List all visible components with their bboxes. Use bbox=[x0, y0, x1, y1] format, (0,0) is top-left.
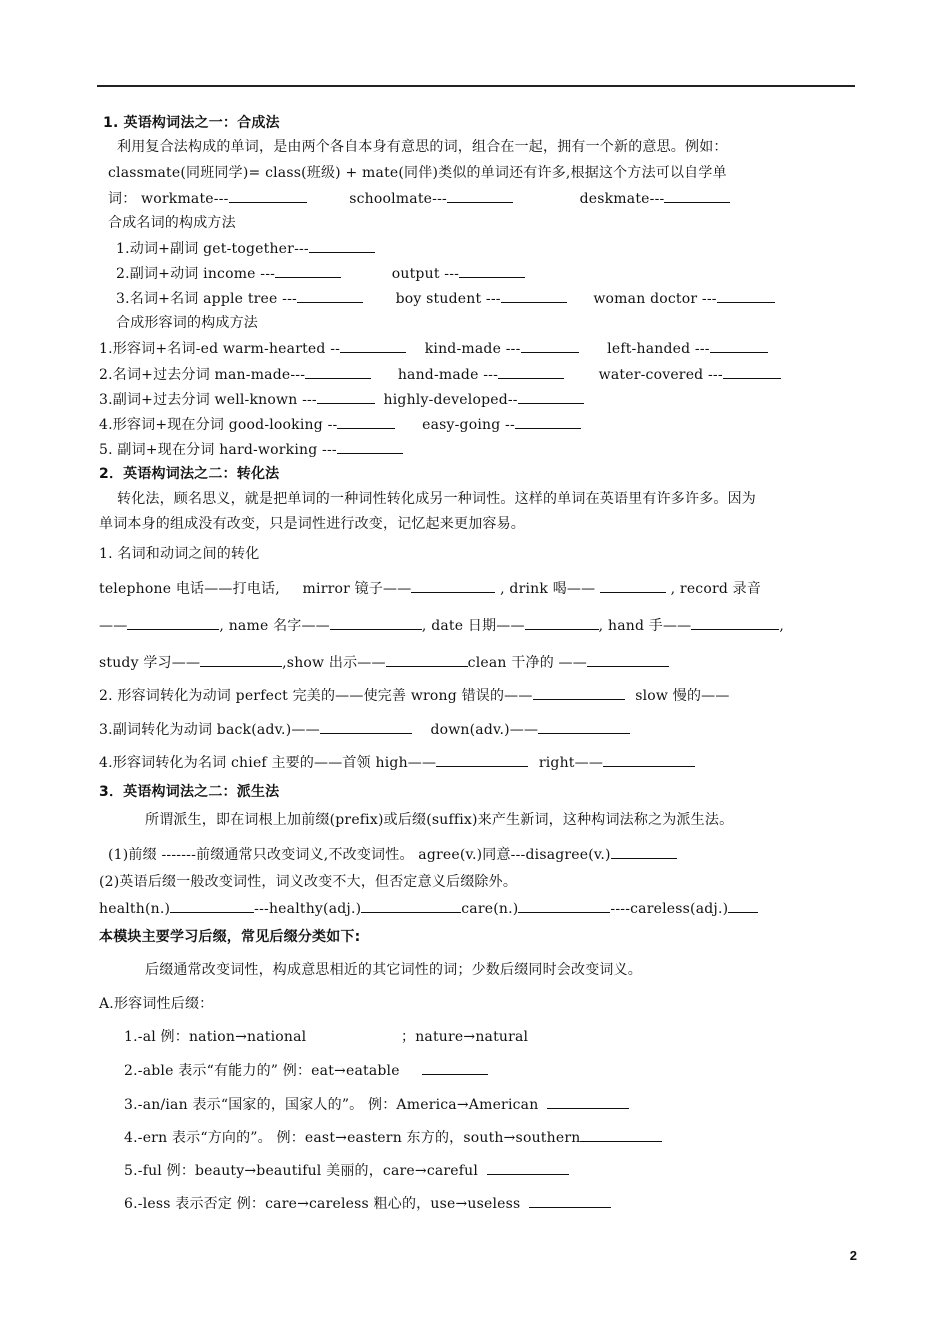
exercise-line: study 学习—— ,show 出示—— clean 干净的 —— bbox=[99, 652, 669, 673]
answer-blank[interactable] bbox=[459, 263, 525, 278]
answer-blank[interactable] bbox=[487, 1160, 569, 1175]
exercise-line: telephone 电话——打电话, mirror 镜子—— , drink 喝—— , record 录音 bbox=[99, 578, 761, 599]
answer-blank[interactable] bbox=[587, 652, 669, 667]
exercise-line: 2. 形容词转化为动词 perfect 完美的——使完善 wrong 错误的—— slow 慢的—— bbox=[99, 685, 730, 706]
subheading: 1. 名词和动词之间的转化 bbox=[99, 546, 260, 562]
exercise-line: 3.名词+名词 apple tree --- boy student --- woman doctor --- bbox=[116, 288, 775, 309]
answer-blank[interactable] bbox=[728, 898, 758, 913]
paragraph: 单词本身的组成没有改变，只是词性进行改变，记忆起来更加容易。 bbox=[99, 516, 525, 532]
answer-blank[interactable] bbox=[518, 898, 610, 913]
exercise-line: 3.副词+过去分词 well-known --- highly-developed-- bbox=[99, 389, 584, 410]
exercise-line: 1.形容词+名词-ed warm-hearted -- kind-made --- left-handed --- bbox=[99, 338, 768, 359]
answer-blank[interactable] bbox=[600, 578, 666, 593]
answer-blank[interactable] bbox=[521, 338, 579, 353]
suffix-example: 1.-al 例：nation→national ；nature→natural bbox=[124, 1029, 529, 1045]
answer-blank[interactable] bbox=[611, 844, 677, 859]
exercise-line: 1.动词+副词 get-together--- bbox=[116, 238, 375, 259]
answer-blank[interactable] bbox=[518, 389, 584, 404]
answer-blank[interactable] bbox=[525, 615, 599, 630]
exercise-line: 4.形容词转化为名词 chief 主要的——首领 high—— right—— bbox=[99, 752, 695, 773]
answer-blank[interactable] bbox=[229, 188, 307, 203]
exercise-line: 3.副词转化为动词 back(adv.)—— down(adv.)—— bbox=[99, 719, 630, 740]
answer-blank[interactable] bbox=[436, 752, 528, 767]
module-title: 本模块主要学习后缀，常见后缀分类如下: bbox=[99, 929, 361, 945]
exercise-line: (1)前缀 -------前缀通常只改变词义,不改变词性。 agree(v.)同意---disagree(v.) bbox=[108, 844, 677, 865]
answer-blank[interactable] bbox=[717, 288, 775, 303]
exercise-line: 2.名词+过去分词 man-made--- hand-made --- water-covered --- bbox=[99, 364, 781, 385]
answer-blank[interactable] bbox=[340, 338, 406, 353]
header-rule bbox=[97, 85, 855, 87]
paragraph: 利用复合法构成的单词，是由两个各自本身有意思的词，组合在一起，拥有一个新的意思。例如： bbox=[117, 139, 728, 155]
exercise-line: health(n.) ---healthy(adj.) care(n.) ----careless(adj.) bbox=[99, 898, 758, 919]
answer-blank[interactable] bbox=[710, 338, 768, 353]
answer-blank[interactable] bbox=[317, 389, 375, 404]
category-heading: A.形容词性后缀： bbox=[99, 996, 214, 1012]
suffix-example: 3.-an/ian 表示“国家的，国家人的”。 例：America→American bbox=[124, 1094, 629, 1115]
answer-blank[interactable] bbox=[330, 615, 422, 630]
answer-blank[interactable] bbox=[411, 578, 495, 593]
answer-blank[interactable] bbox=[297, 288, 363, 303]
answer-blank[interactable] bbox=[691, 615, 779, 630]
exercise-line: 2.副词+动词 income --- output --- bbox=[116, 263, 525, 284]
section-1-title: 1. 英语构词法之一：合成法 bbox=[103, 115, 280, 131]
exercise-line: 5. 副词+现在分词 hard-working --- bbox=[99, 439, 403, 460]
section-2-title: 2．英语构词法之二：转化法 bbox=[99, 466, 280, 482]
answer-blank[interactable] bbox=[337, 439, 403, 454]
answer-blank[interactable] bbox=[361, 898, 461, 913]
answer-blank[interactable] bbox=[337, 414, 395, 429]
answer-blank[interactable] bbox=[723, 364, 781, 379]
answer-blank[interactable] bbox=[386, 652, 468, 667]
answer-blank[interactable] bbox=[538, 719, 630, 734]
paragraph: 所谓派生，即在词根上加前缀(prefix)或后缀(suffix)来产生新词，这种构词法称之为派生法。 bbox=[145, 812, 734, 828]
answer-blank[interactable] bbox=[447, 188, 513, 203]
paragraph: (2)英语后缀一般改变词性，词义改变不大，但否定意义后缀除外。 bbox=[99, 874, 518, 890]
answer-blank[interactable] bbox=[533, 685, 625, 700]
section-3-title: 3．英语构词法之二：派生法 bbox=[99, 784, 280, 800]
paragraph: 转化法，顾名思义，就是把单词的一种词性转化成另一种词性。这样的单词在英语里有许多许多。因为 bbox=[117, 491, 756, 507]
answer-blank[interactable] bbox=[664, 188, 730, 203]
answer-blank[interactable] bbox=[170, 898, 254, 913]
answer-blank[interactable] bbox=[547, 1094, 629, 1109]
answer-blank[interactable] bbox=[580, 1127, 662, 1142]
subheading: 合成名词的构成方法 bbox=[108, 215, 236, 231]
answer-blank[interactable] bbox=[309, 238, 375, 253]
paragraph: classmate(同班同学)= class(班级) + mate(同伴)类似的单词还有许多,根据这个方法可以自学单 bbox=[108, 165, 727, 181]
answer-blank[interactable] bbox=[529, 1193, 611, 1208]
answer-blank[interactable] bbox=[501, 288, 567, 303]
answer-blank[interactable] bbox=[515, 414, 581, 429]
paragraph: 后缀通常改变词性，构成意思相近的其它词性的词；少数后缀同时会改变词义。 bbox=[145, 962, 642, 978]
suffix-example: 2.-able 表示“有能力的” 例：eat→eatable bbox=[124, 1060, 488, 1081]
answer-blank[interactable] bbox=[422, 1060, 488, 1075]
subheading: 合成形容词的构成方法 bbox=[116, 315, 258, 331]
answer-blank[interactable] bbox=[275, 263, 341, 278]
answer-blank[interactable] bbox=[200, 652, 282, 667]
suffix-example: 6.-less 表示否定 例：care→careless 粗心的，use→useless bbox=[124, 1193, 611, 1214]
answer-blank[interactable] bbox=[320, 719, 412, 734]
suffix-example: 5.-ful 例：beauty→beautiful 美丽的，care→careful bbox=[124, 1160, 569, 1181]
exercise-line: 4.形容词+现在分词 good-looking -- easy-going -- bbox=[99, 414, 581, 435]
page-number: 2 bbox=[849, 1248, 857, 1263]
suffix-example: 4.-ern 表示“方向的”。 例：east→eastern 东方的，south→southern bbox=[124, 1127, 662, 1148]
exercise-line: 词： workmate--- schoolmate--- deskmate--- bbox=[108, 188, 730, 209]
answer-blank[interactable] bbox=[127, 615, 219, 630]
answer-blank[interactable] bbox=[603, 752, 695, 767]
exercise-line: —— , name 名字—— , date 日期—— , hand 手—— , bbox=[99, 615, 784, 636]
answer-blank[interactable] bbox=[498, 364, 564, 379]
answer-blank[interactable] bbox=[305, 364, 371, 379]
